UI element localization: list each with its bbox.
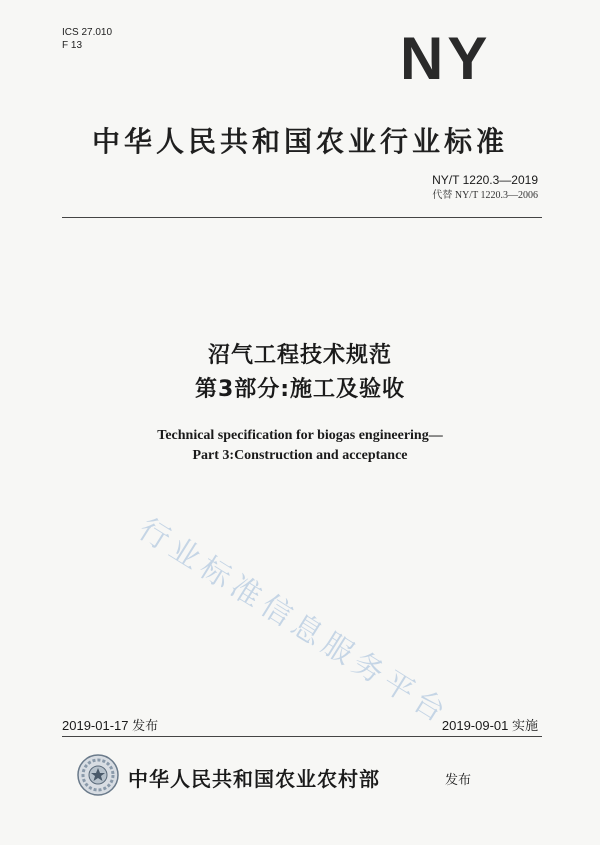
issue-date: 2019-01-17 发布 — [62, 718, 159, 733]
publisher-name: 中华人民共和国农业农村部 — [128, 767, 380, 791]
english-title-line-2: Part 3:Construction and acceptance — [192, 448, 408, 463]
ics-classification — [62, 26, 112, 52]
bottom-divider — [62, 736, 542, 737]
ics-code: ICS 27.010 — [62, 27, 113, 38]
ny-logo: NY — [400, 25, 492, 92]
effective-date: 2019-09-01 实施 — [441, 718, 538, 733]
english-title-line-1: Technical specification for biogas engineering— — [157, 428, 443, 443]
standard-number: NY/T 1220.3—2019 — [432, 173, 538, 187]
publish-label: 发布 — [445, 773, 472, 788]
chinese-title-line-1: 沼气工程技术规范 — [207, 343, 392, 368]
watermark: 行业标准信息服务平台 — [132, 511, 457, 733]
standard-category-title: 中华人民共和国农业行业标准 — [91, 125, 508, 158]
replaces-standard: 代替 NY/T 1220.3—2006 — [432, 190, 538, 201]
national-emblem-icon — [76, 753, 120, 797]
classification-code: F 13 — [62, 40, 83, 51]
chinese-title-line-2: 第3部分:施工及验收 — [194, 377, 406, 402]
top-divider — [62, 217, 542, 218]
